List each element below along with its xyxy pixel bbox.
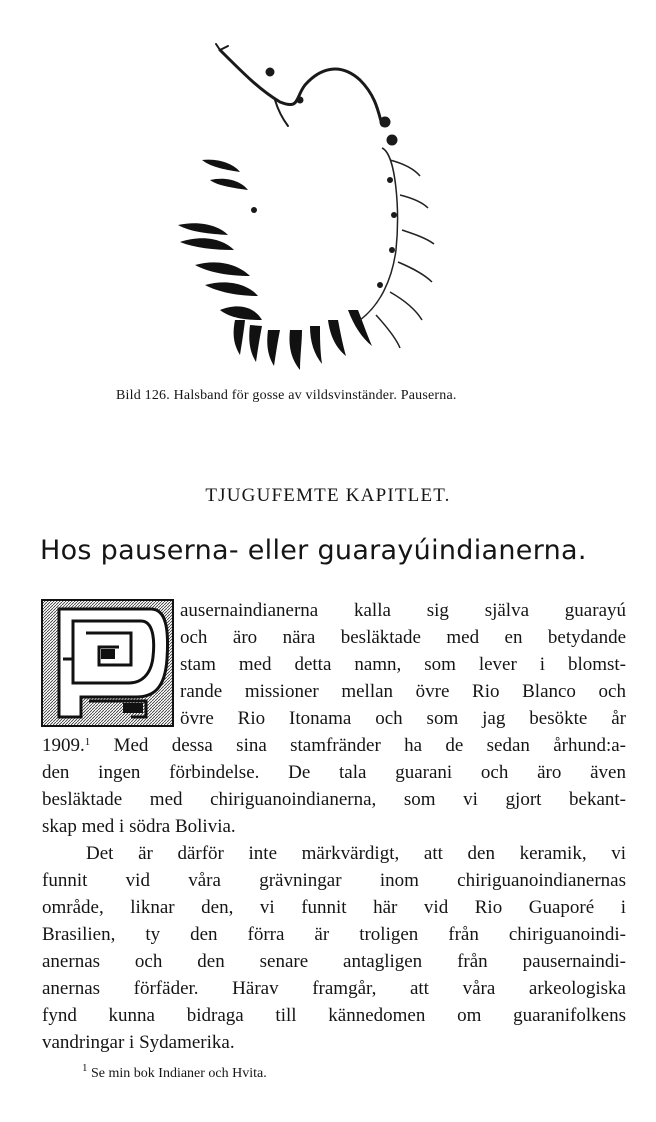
paragraph-line: och äro nära besläktade med en betydande (180, 627, 626, 648)
footnote (82, 1062, 267, 1082)
year-text: 1909. (42, 735, 85, 756)
paragraph-line: Det är därför inte märkvärdigt, att den keramik, vi (86, 843, 626, 864)
paragraph-line (42, 732, 626, 759)
line-continuation: Med dessa sina stamfränder ha de sedan århund:a- (90, 735, 626, 756)
paragraph-line: skap med i södra Bolivia. (42, 816, 236, 837)
chapter-heading: TJUGUFEMTE KAPITLET. (205, 485, 451, 506)
paragraph-line: stam med detta namn, som lever i blomst- (180, 654, 626, 675)
necklace-illustration (150, 30, 490, 380)
paragraph-line: rande missioner mellan övre Rio Blanco och (180, 681, 626, 702)
paragraph-line: anernas och den senare antagligen från pausernaindi- (42, 951, 626, 972)
footnote-text: Se min bok Indianer och Hvita. (87, 1066, 267, 1081)
paragraph-line: område, liknar den, vi funnit här vid Rio Guaporé i (42, 897, 626, 918)
paragraph-line: anernas förfäder. Härav framgår, att våra arkeologiska (42, 978, 626, 999)
drop-cap-ornament (41, 599, 174, 727)
paragraph-line: vandringar i Sydamerika. (42, 1032, 235, 1053)
paragraph-line: övre Rio Itonama och som jag besökte år (180, 708, 626, 729)
paragraph-line: fynd kunna bidraga till kännedomen om guaranifolkens (42, 1005, 626, 1026)
chapter-title: Hos pauserna- eller guarayúindianerna. (40, 535, 587, 566)
paragraph-line: besläktade med chiriguanoindianerna, som vi gjort bekant- (42, 789, 626, 810)
paragraph-line: ausernaindianerna kalla sig själva guarayú (180, 600, 626, 621)
paragraph-line: den ingen förbindelse. De tala guarani och äro även (42, 762, 626, 783)
footnote-reference: 1 (84, 736, 91, 748)
paragraph-line: funnit vid våra grävningar inom chiriguanoindianernas (42, 870, 626, 891)
paragraph-line: Brasilien, ty den förra är troligen från chiriguanoindi- (42, 924, 626, 945)
footnote-mark: 1 (82, 1062, 88, 1074)
figure-caption: Bild 126. Halsband för gosse av vildsvinständer. Pauserna. (116, 388, 457, 403)
